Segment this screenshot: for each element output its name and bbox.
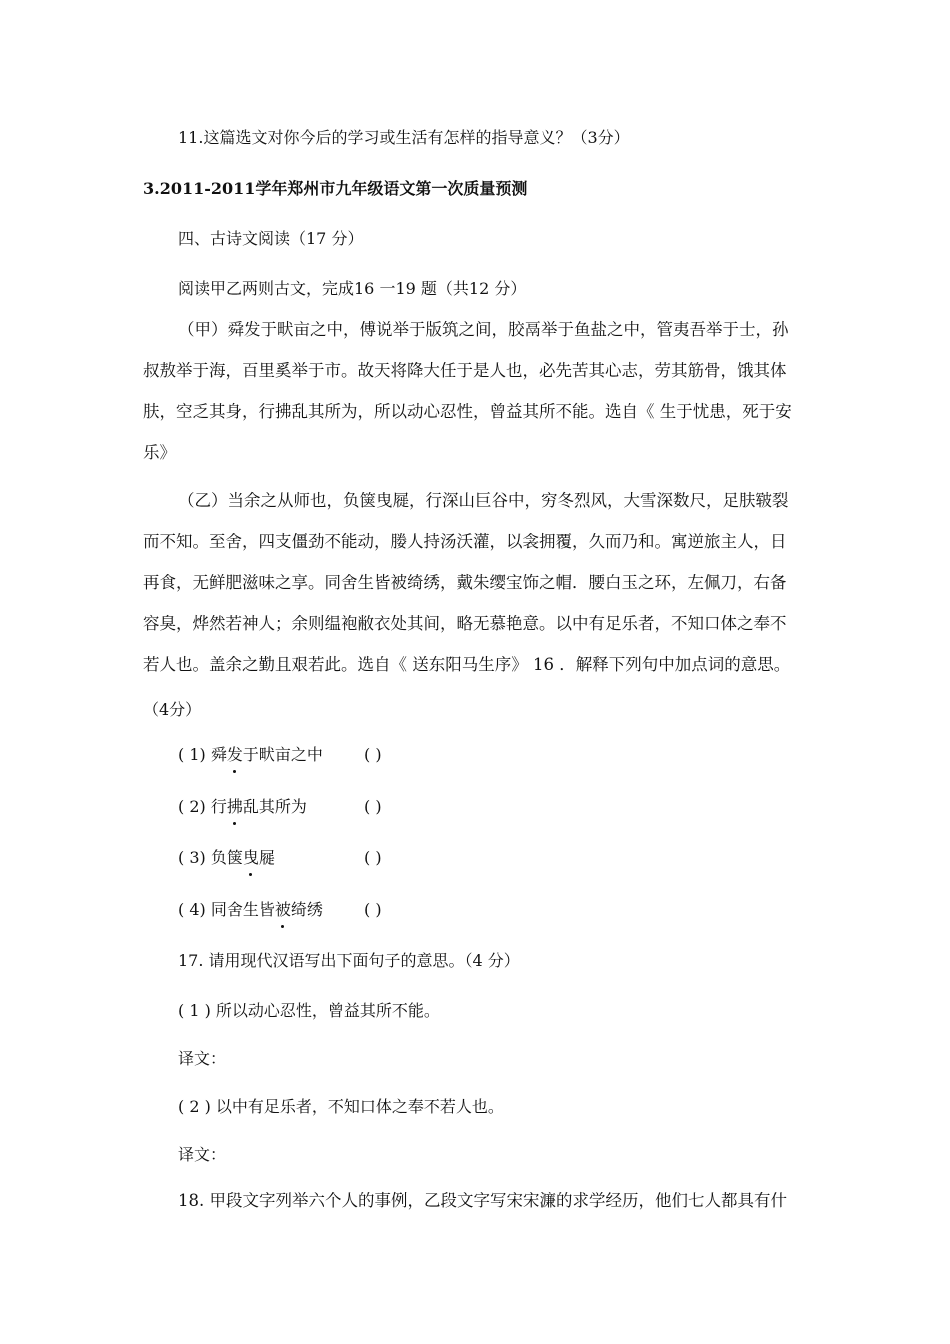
item-text	[211, 900, 323, 919]
passage-b-line: 再食，无鲜肥滋味之享。同舍生皆被绮绣，戴朱缨宝饰之帽．腰白玉之环，左佩刀，右备	[143, 573, 787, 592]
item-pre: 同舍生皆	[210, 900, 275, 919]
q17: 17. 请用现代汉语写出下面句子的意思。（4 分）	[178, 951, 520, 970]
instruction: 阅读甲乙两则古文，完成16 一19 题（共12 分）	[178, 279, 527, 298]
item-number: ( 3)	[178, 848, 206, 867]
answer-blank: ( )	[364, 848, 382, 867]
passage-b-line: （乙）当余之从师也，负箧曳屣，行深山巨谷中，穷冬烈风，大雪深数尺，足肤皲裂	[178, 491, 789, 510]
q17-part-2: ( 2 ) 以中有足乐者，不知口体之奉不若人也。	[178, 1097, 504, 1116]
translation-label: 译文：	[178, 1049, 227, 1068]
passage-a-line: （甲）舜发于畎亩之中，傅说举于版筑之间，胶鬲举于鱼盐之中，管夷吾举于士，孙	[178, 320, 789, 339]
item-post: 乱其所为	[242, 797, 307, 816]
passage-b-line: （4分）	[143, 700, 202, 719]
passage-b-line: 若人也。盖余之勤且艰若此。选自《 送东阳马生序》 16 ．解释下列句中加点词的意思。	[143, 655, 791, 674]
item-post: 屣	[258, 848, 275, 867]
passage-a-line: 肤，空乏其身，行拂乱其所为，所以动心忍性，曾益其所不能。选自《 生于忧患，死于安	[143, 402, 792, 421]
q16-item	[178, 795, 382, 819]
passage-a-line: 乐》	[143, 443, 176, 462]
q11: 11.这篇选文对你今后的学习或生活有怎样的指导意义？（3分）	[178, 128, 630, 147]
item-text	[211, 797, 307, 816]
part-title: 四、古诗文阅读（17 分）	[178, 229, 364, 248]
item-post: 于畎亩之中	[242, 745, 323, 764]
dotted-char: 曳	[243, 846, 259, 870]
dotted-char: 被	[275, 898, 291, 922]
item-pre: 负箧	[210, 848, 243, 867]
item-text	[211, 745, 323, 764]
item-post: 绮绣	[290, 900, 323, 919]
q16-item	[178, 846, 382, 870]
dotted-char: 拂	[227, 795, 243, 819]
answer-blank: ( )	[364, 745, 382, 764]
answer-blank: ( )	[364, 797, 382, 816]
item-number: ( 2)	[178, 797, 206, 816]
item-pre: 舜	[210, 745, 227, 764]
q18: 18. 甲段文字列举六个人的事例，乙段文字写宋宋濂的求学经历，他们七人都具有什	[178, 1191, 787, 1210]
item-number: ( 1)	[178, 745, 206, 764]
passage-b-line: 而不知。至舍，四支僵劲不能动，媵人持汤沃灌，以衾拥覆，久而乃和。寓逆旅主人，日	[143, 532, 787, 551]
translation-label: 译文：	[178, 1145, 227, 1164]
answer-blank: ( )	[364, 900, 382, 919]
item-pre: 行	[210, 797, 227, 816]
section-heading: 3.2011-2011学年郑州市九年级语文第一次质量预测	[143, 179, 528, 198]
passage-a-line: 叔敖举于海，百里奚举于市。故天将降大任于是人也，必先苦其心志，劳其筋骨，饿其体	[143, 361, 787, 380]
dotted-char: 发	[227, 743, 243, 767]
passage-b-line: 容臭，烨然若神人；余则缊袍敝衣处其间，略无慕艳意。以中有足乐者，不知口体之奉不	[143, 614, 787, 633]
item-number: ( 4)	[178, 900, 206, 919]
q16-item	[178, 743, 382, 767]
item-text	[211, 848, 275, 867]
q16-item	[178, 898, 382, 922]
q17-part-1: ( 1 ) 所以动心忍性，曾益其所不能。	[178, 1001, 440, 1020]
